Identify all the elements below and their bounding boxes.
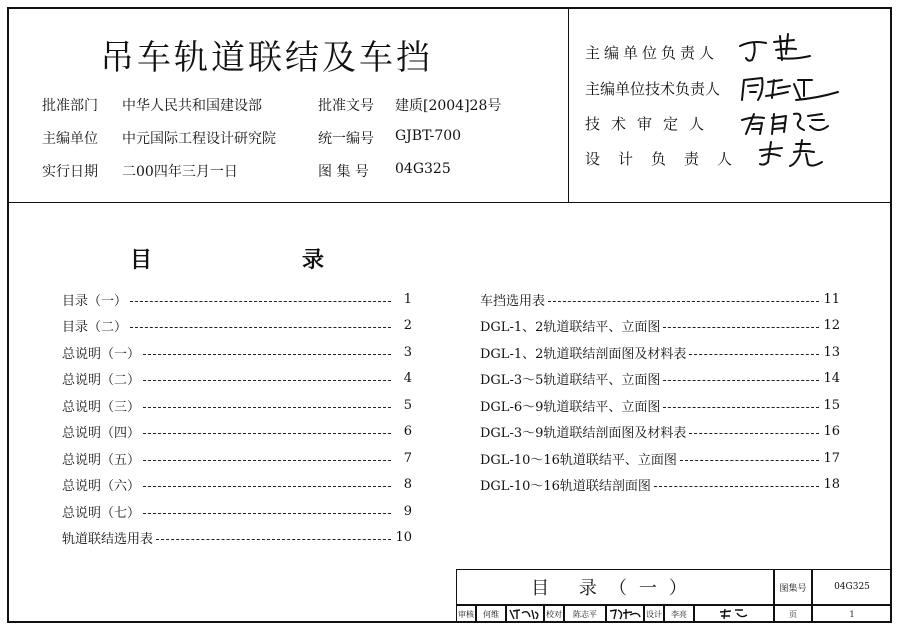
meta-label: 主编单位 [42, 131, 98, 147]
design-name-cell [664, 605, 694, 623]
header-divider [7, 202, 892, 203]
toc-item-title: 总说明（二） [62, 373, 141, 389]
leader-dots [143, 460, 391, 461]
meta-label: 批准文号 [318, 98, 374, 114]
atlas-label: 图集号 [779, 583, 807, 594]
toc-item[interactable] [480, 366, 840, 393]
toc-item-title: 总说明（三） [62, 399, 141, 415]
toc-item-page: 11 [823, 291, 840, 307]
toc-item-page: 4 [403, 371, 412, 387]
leader-dots [654, 486, 819, 487]
toc-item-title: DGL-6～9轨道联结平、立面图 [480, 399, 661, 415]
toc-item[interactable] [480, 445, 840, 472]
toc-item-title: 总说明（五） [62, 452, 141, 468]
sheet-title-cell [456, 569, 774, 605]
toc-item[interactable] [62, 366, 412, 393]
toc-item[interactable] [480, 286, 840, 313]
review-label-cell [456, 605, 476, 623]
page-no-cell [812, 605, 892, 623]
role-label: 主编单位负责人 [585, 44, 719, 62]
toc-item-page: 3 [403, 344, 412, 360]
leader-dots [130, 301, 391, 302]
meta-value: 二00四年三月一日 [122, 164, 238, 180]
check-label-cell [544, 605, 564, 623]
check-label: 校对 [546, 609, 562, 619]
toc-item[interactable] [62, 286, 412, 313]
role-label: 设计负责人 [585, 150, 751, 168]
toc-item-title: 总说明（四） [62, 426, 141, 442]
toc-item-title: 轨道联结选用表 [62, 532, 154, 548]
toc-item-title: DGL-1、2轨道联结剖面图及材料表 [480, 346, 687, 362]
toc-item-title: 目录（二） [62, 320, 128, 336]
meta-label: 实行日期 [42, 164, 98, 180]
leader-dots [689, 354, 819, 355]
toc-item-page: 18 [823, 477, 840, 493]
toc-item[interactable] [480, 339, 840, 366]
design-label-cell [644, 605, 664, 623]
toc-item[interactable] [480, 313, 840, 340]
toc-item-page: 16 [823, 424, 840, 440]
role-label: 主编单位技术负责人 [585, 80, 721, 98]
design-signature-cell [694, 605, 774, 623]
meta-value: 04G325 [395, 161, 451, 177]
toc-item-title: DGL-3～9轨道联结剖面图及材料表 [480, 426, 687, 442]
toc-item[interactable] [62, 419, 412, 446]
toc-heading-right: 录 [302, 248, 325, 273]
meta-value: 建质[2004]28号 [395, 98, 502, 114]
leader-dots [689, 433, 819, 434]
toc-left-column [62, 286, 412, 551]
atlas-no-cell [812, 569, 892, 605]
design-signature [717, 607, 751, 621]
toc-item[interactable] [62, 525, 412, 552]
leader-dots [143, 433, 391, 434]
review-label: 审核 [458, 609, 474, 619]
leader-dots [663, 407, 819, 408]
leader-dots [143, 407, 391, 408]
leader-dots [663, 380, 819, 381]
check-signature-cell [606, 605, 644, 623]
check-name: 陈志平 [573, 609, 597, 619]
toc-item[interactable] [62, 498, 412, 525]
meta-value: 中元国际工程设计研究院 [122, 131, 276, 147]
meta-label: 统一编号 [318, 131, 374, 147]
leader-dots [143, 486, 391, 487]
toc-item-page: 9 [403, 503, 412, 519]
toc-item-page: 7 [403, 450, 412, 466]
leader-dots [663, 327, 819, 328]
toc-item[interactable] [62, 392, 412, 419]
design-label: 设计 [646, 609, 662, 619]
leader-dots [680, 460, 819, 461]
toc-item-page: 2 [403, 318, 412, 334]
leader-dots [548, 301, 819, 302]
review-name: 何维 [483, 609, 499, 619]
toc-item-title: 目录（一） [62, 293, 128, 309]
toc-item-page: 15 [823, 397, 840, 413]
toc-item-page: 12 [823, 318, 840, 334]
check-signature [608, 607, 642, 621]
leader-dots [143, 513, 391, 514]
toc-item-page: 8 [403, 477, 412, 493]
check-name-cell [564, 605, 606, 623]
leader-dots [156, 539, 391, 540]
review-signature [508, 607, 542, 621]
toc-item-title: DGL-3～5轨道联结平、立面图 [480, 373, 661, 389]
leader-dots [130, 327, 391, 328]
toc-item-title: 总说明（一） [62, 346, 141, 362]
toc-item-page: 10 [395, 530, 412, 546]
sheet-title: 目 录（一） [531, 578, 699, 599]
toc-heading-left: 目 [130, 248, 153, 273]
toc-item-page: 1 [403, 291, 412, 307]
toc-item[interactable] [480, 392, 840, 419]
toc-item-title: 总说明（六） [62, 479, 141, 495]
toc-item[interactable] [62, 445, 412, 472]
leader-dots [143, 354, 391, 355]
toc-right-column [480, 286, 840, 498]
title-block [456, 569, 892, 623]
toc-item-title: DGL-10～16轨道联结平、立面图 [480, 452, 677, 468]
role-label: 技术审定人 [585, 115, 716, 133]
page-label: 页 [789, 609, 797, 619]
toc-item[interactable] [480, 472, 840, 499]
atlas-no: 04G325 [834, 582, 870, 592]
meta-label: 图 集 号 [318, 164, 369, 180]
page-label-cell [774, 605, 812, 623]
toc-item-page: 17 [823, 450, 840, 466]
meta-label: 批准部门 [42, 98, 98, 114]
review-signature-cell [506, 605, 544, 623]
toc-item-title: 总说明（七） [62, 505, 141, 521]
review-name-cell [476, 605, 506, 623]
leader-dots [143, 380, 391, 381]
signatures-handwritten [738, 30, 848, 170]
meta-value: GJBT-700 [395, 128, 462, 144]
toc-item[interactable] [62, 313, 412, 340]
page-no: 1 [849, 609, 855, 619]
toc-item[interactable] [480, 419, 840, 446]
atlas-title: 吊车轨道联结及车挡 [100, 38, 433, 78]
design-name: 李亮 [671, 609, 687, 619]
toc-item-title: DGL-10～16轨道联结剖面图 [480, 479, 651, 495]
toc-item-title: 车挡选用表 [480, 293, 546, 309]
meta-value: 中华人民共和国建设部 [122, 98, 262, 114]
toc-item-page: 5 [403, 397, 412, 413]
toc-item-page: 13 [823, 344, 840, 360]
toc-item[interactable] [62, 472, 412, 499]
atlas-label-cell [774, 569, 812, 605]
header-vertical-divider [568, 7, 569, 202]
toc-item-page: 14 [823, 371, 840, 387]
toc-item-page: 6 [403, 424, 412, 440]
toc-item[interactable] [62, 339, 412, 366]
toc-item-title: DGL-1、2轨道联结平、立面图 [480, 320, 661, 336]
